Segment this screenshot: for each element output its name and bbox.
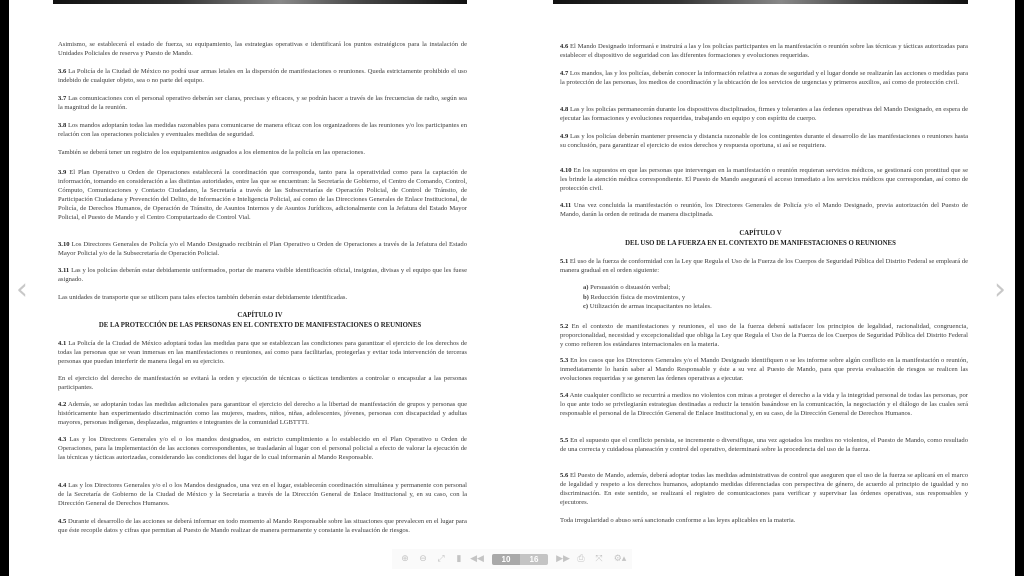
list-marker: c): [583, 303, 589, 311]
zoom-in-icon: ⊕: [401, 554, 409, 564]
viewer-right-border: [1015, 0, 1024, 576]
paragraph-text: Las y los Directores Generales y/o el o los mandos designados, en estricto cumplimiento a lo establecido en el Plan Operativo u Orden de Operaciones, para la implementación de las acciones correspondientes, se trasladarán al lugar con el personal policial a efecto de valorar la ejecución de las técnicas y tácticas autorizadas, considerando las condiciones del lugar de lo cual informarán al Mando Responsable.: [58, 436, 467, 461]
list-item: [583, 293, 712, 303]
zoom-out-button[interactable]: [414, 550, 432, 568]
paragraph-number: 4.4: [58, 482, 67, 489]
paragraph: [58, 40, 467, 58]
bookmark-icon: ▮: [456, 554, 462, 564]
paragraph: [560, 69, 968, 87]
paragraph: [58, 400, 467, 427]
paragraph-text: Las unidades de transporte que se utilicen para tales efectos también deberán estar debidamente identificadas.: [58, 294, 348, 301]
paragraph-number: 4.7: [560, 70, 569, 77]
paragraph: [58, 517, 467, 535]
list-marker: b): [583, 293, 589, 301]
paragraph-number: 5.5: [560, 437, 569, 444]
paragraph: [560, 132, 968, 150]
paragraph: [58, 148, 467, 157]
paragraph-text: Los mandos adoptarán todas las medidas razonables para comunicarse de manera eficaz con los organizadores de las reuniones y/o los participantes en relación con las operaciones policiales y eventuales medidas de seguridad.: [58, 122, 467, 138]
paragraph: [560, 356, 968, 383]
page-header-bar: [53, 0, 467, 4]
chapter-heading: [53, 311, 467, 330]
list-item: [583, 302, 712, 312]
print-icon: ⎙: [577, 554, 585, 564]
chapter-title: DEL USO DE LA FUERZA EN EL CONTEXTO DE MANIFESTACIONES O REUNIONES: [625, 239, 896, 247]
first-page-button[interactable]: [468, 550, 486, 568]
paragraph-text: Durante el desarrollo de las acciones se deberá informar en todo momento al Mando Responsable sobre las situaciones que prevalecen en el lugar para que éste recopile datos y cifras que permitan al Puesto de Mando realizar de manera permanente y constante la evaluación de riesgos.: [58, 518, 467, 534]
paragraph-number: 4.5: [58, 518, 67, 525]
paragraph: [560, 201, 968, 219]
fullscreen-icon: ⤧: [595, 554, 603, 564]
paragraph-text: Toda irregularidad o abuso será sancionado conforme a las leyes aplicables en la materia.: [560, 517, 796, 524]
paragraph-text: Los mandos, las y los policías, deberán conocer la información relativa a zonas de seguridad y el lugar donde se realizarán las acciones o medidas para la protección de las personas, los medios de coordinación y la ubicación de los servicios de urgencias y primeros auxilios, así como de protección civil.: [560, 70, 969, 86]
fullscreen-button[interactable]: [590, 550, 608, 568]
paragraph-number: 4.3: [58, 436, 67, 443]
paragraph-number: 4.10: [560, 167, 572, 174]
paragraph-number: 4.9: [560, 133, 569, 140]
force-levels-list: [583, 283, 712, 312]
paragraph: [58, 266, 467, 284]
paragraph-number: 5.2: [560, 323, 569, 330]
paragraph-text: Una vez concluida la manifestación o reunión, los Directores Generales de Policía y/o el Mando Designado, previa autorización del Puesto de Mando, darán la orden de retirada de manera disciplinada.: [560, 202, 968, 218]
list-text: Utilización de armas incapacitantes no letales.: [589, 303, 712, 311]
paragraph-number: 5.4: [560, 392, 569, 399]
chapter-label: CAPÍTULO IV: [237, 312, 283, 319]
paragraph-text: El uso de la fuerza de conformidad con la Ley que Regula el Uso de la Fuerza de los Cuerpos de Seguridad Pública del Distrito Federal se empleará de manera gradual en el orden siguiente:: [560, 258, 968, 274]
paragraph-text: En el supuesto que el conflicto persista, se incremente o diversifique, una vez agotados los medios no violentos, el Puesto de Mando, como resultado de una correcta y cuidadosa planeación y control del operativo, determinará sobre la procedencia del uso de la fuerza.: [560, 437, 968, 453]
paragraph-text: El Mando Designado informará e instruirá a las y los policías participantes en la manifestación o reunión sobre las técnicas y tácticas autorizadas para establecer el dispositivo de seguridad con las diferentes formaciones y evoluciones requeridas.: [560, 43, 968, 59]
total-pages: 16: [520, 554, 548, 565]
paragraph-number: 3.10: [58, 241, 70, 248]
page-indicator: [492, 554, 548, 565]
last-page-button[interactable]: [554, 550, 572, 568]
paragraph-text: En el contexto de manifestaciones y reuniones, el uso de la fuerza deberá satisfacer los principios de legalidad, racionalidad, congruencia, proporcionalidad, necesidad y excepcionalidad que obliga la Ley que Regula el Uso de la Fuerza de los Cuerpos de Seguridad Pública del Distrito Federal y como refieren los estándares internacionales en la materia.: [560, 323, 968, 348]
paragraph: [560, 471, 968, 507]
chapter-label: CAPÍTULO V: [739, 230, 782, 237]
paragraph-text: La Policía de la Ciudad de México no podrá usar armas letales en la dispersión de manifestaciones o reuniones. Queda estrictamente prohibido el uso indebido de cualquier objeto, sea o no parte del equipo.: [58, 68, 467, 84]
paragraph-text: Las y los policías permanecerán durante los dispositivos disciplinados, firmes y tolerantes a las órdenes operativas del Mando Designado, en espera de ejecutar las formaciones y evoluciones requeridas, trabajando en equipo y con espíritu de cuerpo.: [560, 106, 969, 122]
paragraph: [58, 121, 467, 139]
paragraph-text: Asimismo, se establecerá el estado de fuerza, su equipamiento, las estrategias operativas e identificará los puntos estratégicos para la instalación de Unidades Policiales de reserva y Puesto de Mando.: [58, 41, 467, 57]
viewer-left-border: [0, 0, 9, 576]
settings-icon: ⚙▴: [613, 554, 627, 564]
paragraph: [560, 322, 968, 349]
current-page-input[interactable]: 10: [492, 554, 520, 565]
list-text: Persuasión o disuasión verbal;: [590, 284, 671, 291]
first-page-icon: ◀◀: [470, 554, 484, 564]
paragraph-number: 5.1: [560, 258, 569, 265]
paragraph-text: El Plan Operativo u Orden de Operaciones establecerá la coordinación que corresponda, tanto para la operatividad como para la captación de información, tomando en consideración a las distintas autoridades, entre las que se encuentran: la Secretaría de Gobierno, el Centro de Comando, Control, Cómputo, Comunicaciones y Contacto Ciudadano, la Secretaría a través de las Subsecretarías de Operación Policial, de Control de Tránsito, de Participación Ciudadana y Prevención del Delito, de Información e Inteligencia Policial, así como de las Direcciones Generales de Enlace Institucional, de Policía, de Derechos Humanos, de Operación de Tránsito, de Asuntos Internos y de Asuntos Jurídicos, adicionalmente con la Jefatura del Estado Mayor Policial, el Puesto de Mando y el Centro Computarizado de Control Vial.: [58, 169, 467, 221]
paragraph: [560, 516, 968, 525]
chapter-title: DE LA PROTECCIÓN DE LAS PERSONAS EN EL CONTEXTO DE MANIFESTACIONES O REUNIONES: [98, 321, 422, 329]
list-marker: a): [583, 284, 589, 291]
paragraph-text: Las y los Directores Generales y/o el o los Mandos designados, una vez en el lugar, establecerán coordinación simultánea y permanente con personal de la Secretaría de Gobierno de la Ciudad de México y la Secretaría a través de la Dirección General de Enlace Institucional y, en su caso, con la Dirección General de Derechos Humanos.: [58, 482, 467, 507]
paragraph: [560, 42, 968, 60]
paragraph: [58, 94, 467, 112]
paragraph-text: Los Directores Generales de Policía y/o el Mando Designado recibirán el Plan Operativo u Orden de Operaciones a través de la Jefatura del Estado Mayor Policial y/o de la Subsecretaría de Operación Policial.: [58, 241, 467, 257]
settings-button[interactable]: [608, 550, 632, 568]
paragraph-number: 3.7: [58, 95, 67, 102]
paragraph: [58, 374, 467, 392]
paragraph-text: El Puesto de Mando, además, deberá adoptar todas las medidas administrativas de control que aseguren que el uso de la fuerza se aplicará en el marco de legalidad y respeto a los derechos humanos, adoptando medidas diferenciadas con perspectiva de género, de acuerdo al principio de igualdad y no discriminación. En este sentido, se realizará el registro de comunicaciones para verificar y supervisar las órdenes operativas, sus responsables y ejecutores.: [560, 472, 968, 506]
paragraph-text: En el ejercicio del derecho de manifestación se evitará la orden y ejecución de técnicas o tácticas tendientes a controlar o encapsular a las personas participantes.: [58, 375, 467, 391]
zoom-in-button[interactable]: [396, 550, 414, 568]
paragraph: [560, 436, 968, 454]
paragraph-text: Además, se adoptarán todas las medidas adicionales para garantizar el ejercicio del derecho a la libertad de manifestación de grupos y personas que históricamente han experimentado discriminación como las mujeres, madres, niños, niñas, adolescentes, jóvenes, personas con discapacidad y adultas mayores, personas indígenas, desplazadas, migrantes e integrantes de la comunidad LGBTTTI.: [58, 401, 467, 426]
paragraph-text: Las comunicaciones con el personal operativo deberán ser claras, precisas y eficaces, y se podrán hacer a través de las frecuencias de radio, según sea la magnitud de la reunión.: [58, 95, 467, 111]
fit-page-button[interactable]: [432, 550, 450, 568]
paragraph-number: 5.6: [560, 472, 569, 479]
viewer-toolbar: [392, 549, 632, 569]
paragraph: [58, 293, 467, 302]
paragraph-text: Las y los policías deberán estar debidamente uniformados, portar de manera visible identificación oficial, insignias, divisas y el equipo que les fuese asignado.: [58, 267, 467, 283]
print-button[interactable]: [572, 550, 590, 568]
paragraph-number: 4.8: [560, 106, 569, 113]
paragraph-number: 3.8: [58, 122, 67, 129]
paragraph-text: Las y los policías deberán mantener presencia y distancia razonable de los contingentes durante el desarrollo de las manifestaciones o reuniones hasta su conclusión, para garantizar el ejercicio de estos derechos y respuesta oportuna, si así se requiriera.: [560, 133, 968, 149]
paragraph-text: Ante cualquier conflicto se recurrirá a medios no violentos con miras a proteger el derecho a la vida y la integridad personal de todas las personas, por lo que ante todo se privilegiarán estrategias destinadas a reducir la tensión basándose en la comunicación, la negociación y el diálogo de las cuales será responsable el personal de la Dirección General de Enlace Institucional y, en su caso, de la Dirección General de Derechos Humanos.: [560, 392, 968, 417]
paragraph-number: 3.9: [58, 169, 67, 176]
paragraph: [58, 435, 467, 462]
paragraph: [560, 166, 968, 193]
paragraph: [560, 391, 968, 418]
document-page-left: [53, 0, 467, 576]
paragraph: [58, 481, 467, 508]
paragraph-number: 5.3: [560, 357, 569, 364]
paragraph-text: También se deberá tener un registro de los equipamientos asignados a los elementos de la policía en las operaciones.: [58, 149, 365, 156]
paragraph: [58, 168, 467, 222]
page-header-bar: [553, 0, 968, 4]
last-page-icon: ▶▶: [556, 554, 570, 564]
paragraph-number: 3.6: [58, 68, 67, 75]
next-page-button[interactable]: [988, 272, 1012, 307]
paragraph-text: En los supuestos en que las personas que intervengan en la manifestación o reunión requieran servicios médicos, se gestionará con prontitud que se les brinde la atención médica correspondiente. El Puesto de Mando asegurará el acceso inmediato a los servicios médicos que correspondan, así como de protección civil.: [560, 167, 968, 192]
paragraph-number: 4.6: [560, 43, 569, 50]
paragraph-number: 4.11: [560, 202, 572, 209]
paragraph-number: 4.2: [58, 401, 67, 408]
paragraph: [58, 240, 467, 258]
document-page-right: [553, 0, 968, 576]
paragraph: [58, 67, 467, 85]
fit-icon: ⤢: [437, 554, 445, 564]
paragraph-number: 3.11: [58, 267, 70, 274]
paragraph: [560, 257, 968, 275]
list-text: Reducción física de movimientos, y: [590, 293, 686, 301]
paragraph-text: La Policía de la Ciudad de México adoptará todas las medidas para que se establezcan las condiciones para garantizar el ejercicio de los derechos de todas las personas que se vean inmersas en las manifestaciones o reuniones, así como para facilitarlas, protegerlas y evitar toda intervención de terceras personas que puedan interferir de manera ilegal en su ejercicio.: [58, 340, 467, 365]
list-item: [583, 283, 712, 293]
paragraph: [560, 105, 968, 123]
paragraph-number: 4.1: [58, 340, 67, 347]
chevron-right-icon: ›: [994, 272, 1006, 307]
chapter-heading: [553, 229, 968, 248]
zoom-out-icon: ⊖: [419, 554, 427, 564]
previous-page-button[interactable]: [10, 272, 34, 307]
bookmark-button[interactable]: [450, 550, 468, 568]
paragraph-text: En los casos que los Directores Generales y/o el Mando Designado identifiquen o se les informe sobre algún conflicto en la manifestación o reunión, inmediatamente lo harán saber al Mando Responsable y éste a su vez al Puesto de Mando, para que previa evaluación de riesgos se realicen las evoluciones requeridas y se generen las órdenes operativas a ejecutar.: [560, 357, 968, 382]
paragraph: [58, 339, 467, 366]
chevron-left-icon: ‹: [16, 272, 28, 307]
